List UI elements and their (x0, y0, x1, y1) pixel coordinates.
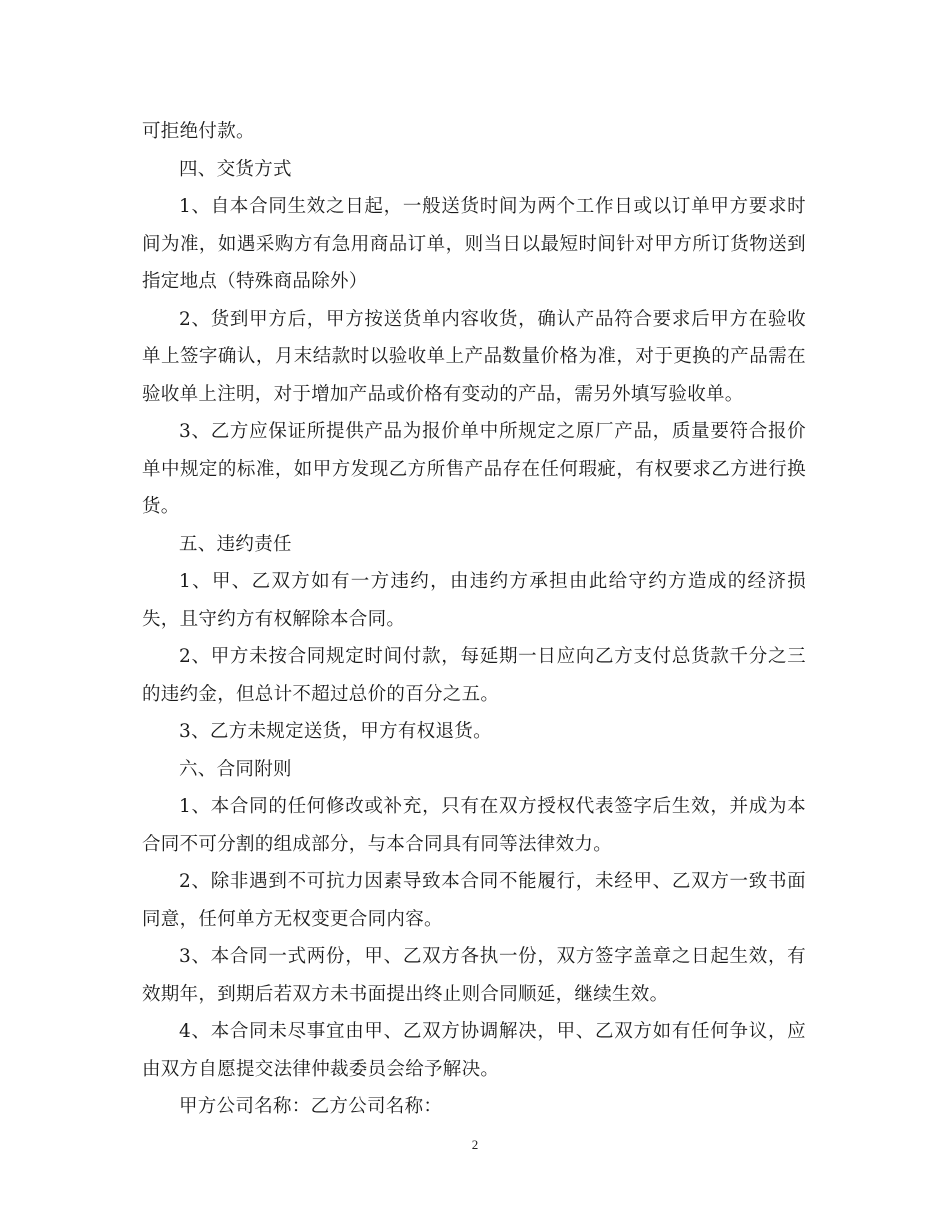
clause-supplementary-2: 2、除非遇到不可抗力因素导致本合同不能履行，未经甲、乙双方一致书面同意，任何单方无权变更合同内容。 (142, 871, 806, 930)
clause-delivery-1: 1、自本合同生效之日起，一般送货时间为两个工作日或以订单甲方要求时间为准，如遇采购方有急用商品订单，则当日以最短时间针对甲方所订货物送到指定地点（特殊商品除外） (142, 196, 806, 292)
section-heading-supplementary: 六、合同附则 (179, 758, 292, 780)
section-heading-breach: 五、违约责任 (179, 533, 292, 555)
clause-breach-3: 3、乙方未规定送货，甲方有权退货。 (179, 721, 492, 742)
clause-delivery-3: 3、乙方应保证所提供产品为报价单中所规定之原厂产品，质量要符合报价单中规定的标准，如甲方发现乙方所售产品存在任何瑕疵，有权要求乙方进行换货。 (142, 421, 806, 517)
clause-breach-2: 2、甲方未按合同规定时间付款，每延期一日应向乙方支付总货款千分之三的违约金，但总计不超过总价的百分之五。 (142, 646, 806, 705)
clause-supplementary-1: 1、本合同的任何修改或补充，只有在双方授权代表签字后生效，并成为本合同不可分割的组成部分，与本合同具有同等法律效力。 (142, 796, 806, 855)
signature-line: 甲方公司名称：乙方公司名称： (179, 1096, 443, 1117)
clause-breach-1: 1、甲、乙双方如有一方违约，由违约方承担由此给守约方造成的经济损失，且守约方有权解除本合同。 (142, 571, 806, 630)
paragraph-continuation: 可拒绝付款。 (142, 121, 255, 142)
contract-body (142, 113, 806, 1126)
clause-delivery-2: 2、货到甲方后，甲方按送货单内容收货，确认产品符合要求后甲方在验收单上签字确认，月末结款时以验收单上产品数量价格为准，对于更换的产品需在验收单上注明，对于增加产品或价格有变动的产品，需另外填写验收单。 (142, 308, 806, 405)
clause-supplementary-3: 3、本合同一式两份，甲、乙双方各执一份，双方签字盖章之日起生效，有效期年，到期后若双方未书面提出终止则合同顺延，继续生效。 (142, 946, 806, 1005)
clause-supplementary-4: 4、本合同未尽事宜由甲、乙双方协调解决，甲、乙双方如有任何争议，应由双方自愿提交法律仲裁委员会给予解决。 (142, 1021, 806, 1080)
page-number: 2 (471, 1137, 479, 1152)
section-heading-delivery: 四、交货方式 (179, 158, 292, 180)
